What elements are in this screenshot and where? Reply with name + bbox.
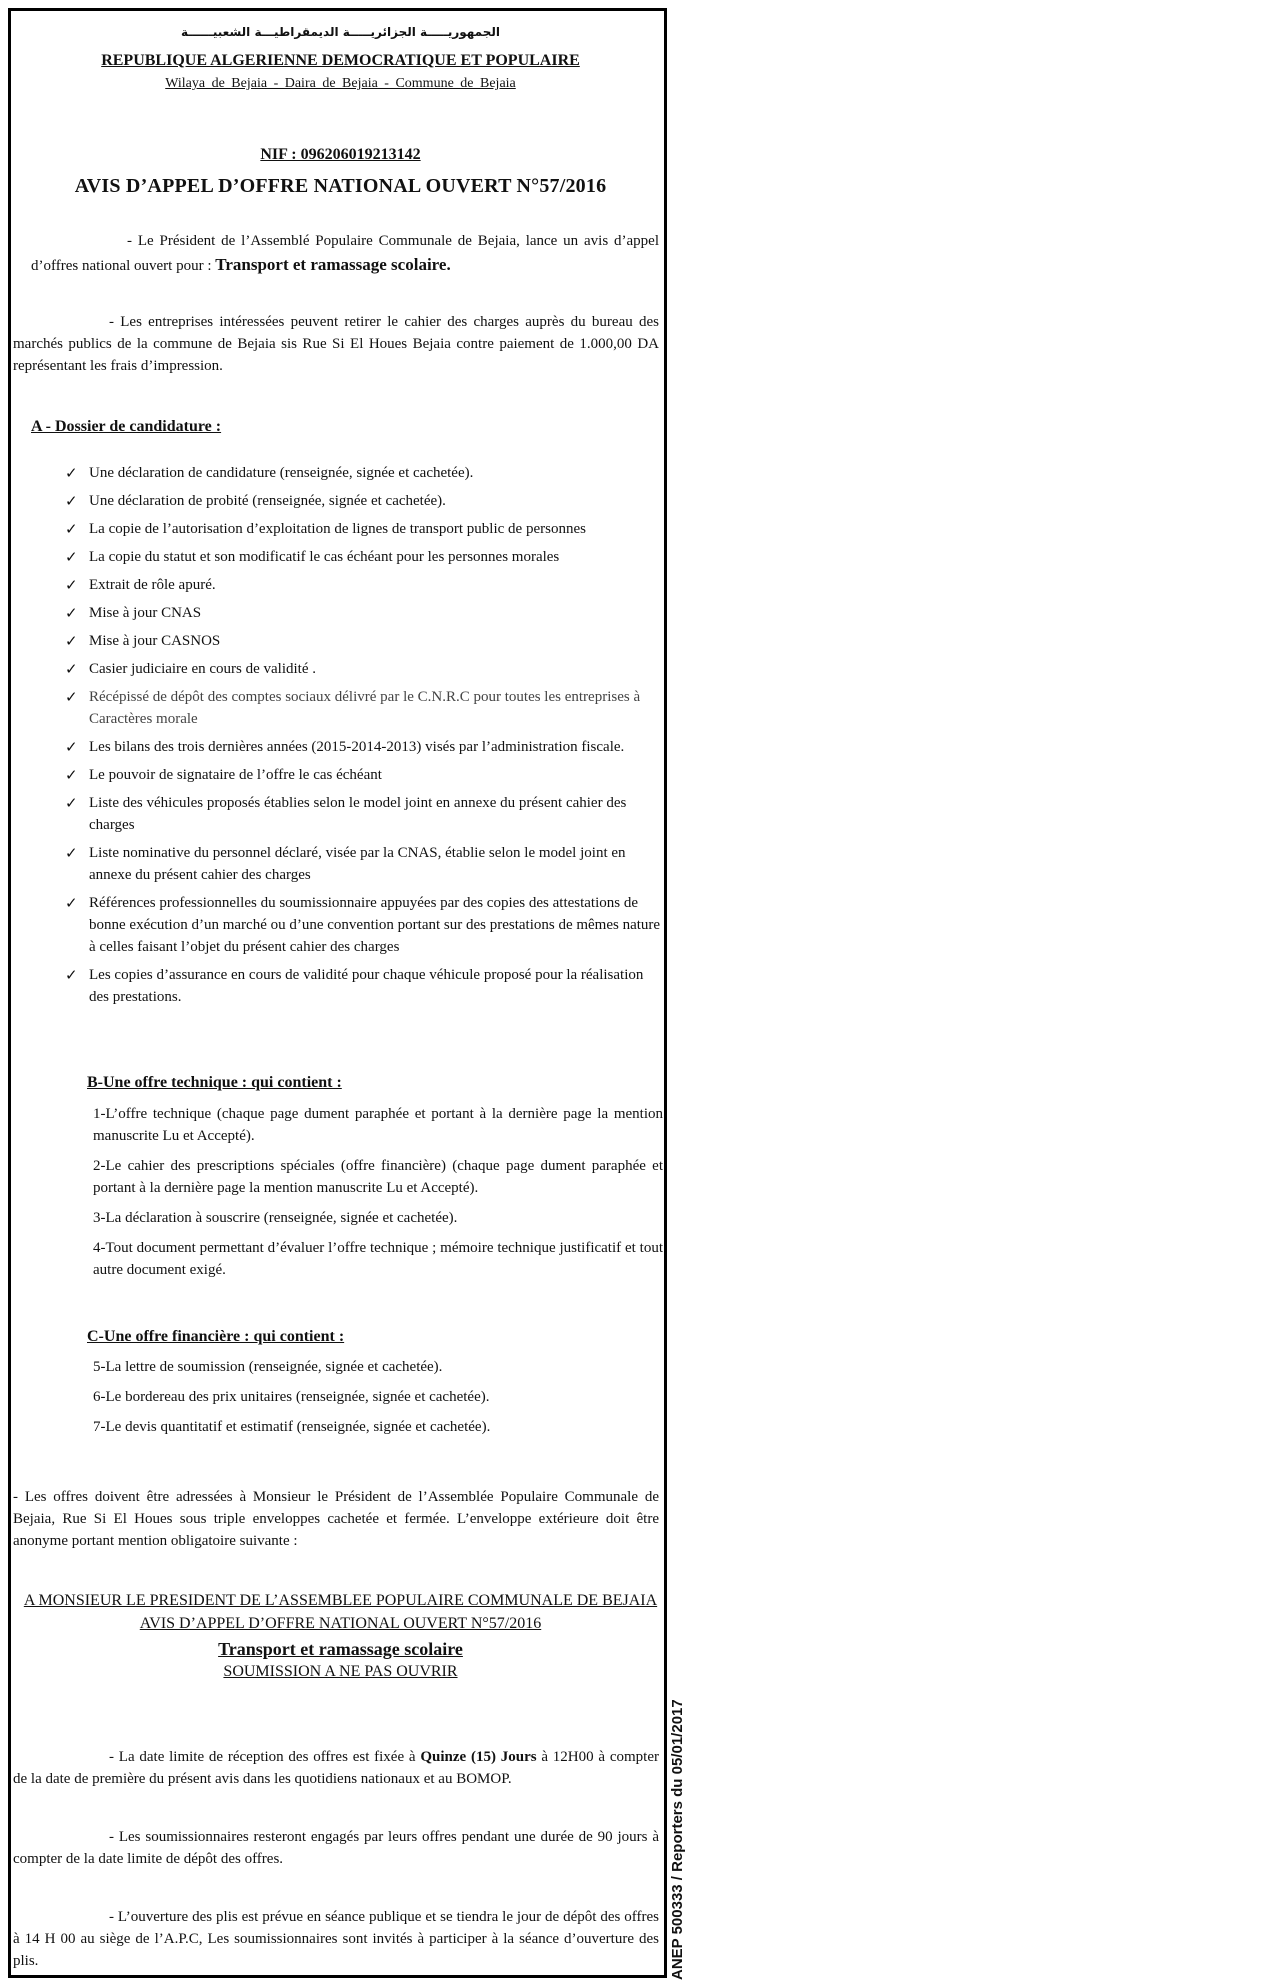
check-mark-icon: ✓ [65, 548, 78, 566]
arabic-republic-title: الجمهوريـــــة الجزائريـــــة الديمقراطيـــة الشعبيــــــة [181, 25, 500, 39]
list-item: 5-La lettre de soumission (renseignée, signée et cachetée). [93, 1359, 443, 1375]
check-mark-icon: ✓ [65, 688, 78, 706]
section-b-heading: B-Une offre technique : qui contient : [87, 1074, 342, 1091]
list-item: ✓ La copie de l’autorisation d’exploitation de lignes de transport public de personnes [65, 520, 586, 538]
nif-number: NIF : 096206019213142 [260, 146, 421, 163]
list-item: ✓ Une déclaration de probité (renseignée, signée et cachetée). [65, 492, 446, 510]
list-item: 3-La déclaration à souscrire (renseignée, signée et cachetée). [93, 1210, 458, 1226]
check-mark-icon: ✓ [65, 894, 78, 912]
check-mark-icon: ✓ [65, 738, 78, 756]
intro-paragraph [31, 229, 659, 278]
wilaya-line: Wilaya de Bejaia - Daira de Bejaia - Commune de Bejaia [165, 76, 516, 91]
republic-title: REPUBLIQUE ALGERIENNE DEMOCRATIQUE ET POPULAIRE [101, 52, 580, 69]
check-mark-icon: ✓ [65, 660, 78, 678]
list-item: ✓ Le pouvoir de signataire de l’offre le cas échéant [65, 766, 382, 784]
deadline-days: Quinze (15) Jours [420, 1749, 537, 1765]
envelope-subject: Transport et ramassage scolaire [218, 1639, 463, 1659]
opening-paragraph: - L’ouverture des plis est prévue en séance publique et se tiendra le jour de dépôt des offres à 14 H 00 au siège de l’A.P.C, Les soumissionnaires sont invités à participer à la séance d’ouverture des plis. [13, 1909, 659, 1969]
intro-subject: Transport et ramassage scolaire. [215, 255, 451, 274]
check-mark-icon: ✓ [65, 794, 78, 812]
notice-title: AVIS D’APPEL D’OFFRE NATIONAL OUVERT N°57/2016 [74, 175, 607, 197]
list-item: ✓ Liste nominative du personnel déclaré, visée par la CNAS, établie selon le model joint en annexe du présent cahier des charges [65, 844, 626, 883]
check-mark-icon: ✓ [65, 604, 78, 622]
list-item: ✓ Mise à jour CASNOS [65, 632, 221, 650]
list-item: ✓ Mise à jour CNAS [65, 604, 202, 622]
section-a-heading: A - Dossier de candidature : [31, 418, 222, 435]
envelope-warning: SOUMISSION A NE PAS OUVRIR [223, 1663, 458, 1680]
list-item: ✓ Les bilans des trois dernières années (2015-2014-2013) visés par l’administration fiscale. [65, 738, 625, 756]
submission-paragraph: - Les offres doivent être adressées à Monsieur le Président de l’Assemblée Populaire Communale de Bejaia, Rue Si El Houes sous triple enveloppes cachetée et fermée. L’enveloppe extérieure doit être anonyme portant mention obligatoire suivante : [13, 1489, 659, 1549]
publication-reference [666, 1690, 688, 1980]
specifications-paragraph: - Les entreprises intéressées peuvent retirer le cahier des charges auprès du bureau des marchés publics de la commune de Bejaia sis Rue Si El Houes Bejaia contre paiement de 1.000,00 DA représentant les frais d’impression. [13, 314, 659, 374]
technical-offer-list [93, 1103, 663, 1289]
envelope-addressee: A MONSIEUR LE PRESIDENT DE L’ASSEMBLEE POPULAIRE COMMUNALE DE BEJAIA [23, 1592, 658, 1609]
check-mark-icon: ✓ [65, 766, 78, 784]
list-item: 2-Le cahier des prescriptions spéciales (offre financière) (chaque page dument paraphée et portant à la dernière page la mention manuscrite Lu et Accepté). [93, 1158, 663, 1196]
list-item: ✓ Références professionnelles du soumissionnaire appuyées par des copies des attestations de bonne exécution d’un marché ou d’une convention portant sur des prestations de mêmes nature à celles faisant l’objet du présent cahier des charges [65, 894, 661, 955]
list-item: 6-Le bordereau des prix unitaires (renseignée, signée et cachetée). [93, 1389, 490, 1405]
intro-text: - Le Président de l’Assemblé Populaire Communale de Bejaia, lance un avis d’appel d’offres national ouvert pour : [31, 233, 659, 274]
tender-notice [8, 8, 667, 1978]
list-item: ✓ Une déclaration de candidature (renseignée, signée et cachetée). [65, 464, 474, 482]
list-item: ✓ Liste des véhicules proposés établies selon le model joint en annexe du présent cahier des charges [65, 794, 627, 833]
section-c-heading: C-Une offre financière : qui contient : [87, 1328, 345, 1345]
financial-offer-list [93, 1356, 663, 1446]
validity-paragraph: - Les soumissionnaires resteront engagés par leurs offres pendant une durée de 90 jours à compter de la date limite de dépôt des offres. [13, 1829, 659, 1867]
list-item: 7-Le devis quantitatif et estimatif (renseignée, signée et cachetée). [93, 1419, 491, 1435]
list-item: ✓ La copie du statut et son modificatif le cas échéant pour les personnes morales [65, 548, 560, 566]
list-item: ✓ Extrait de rôle apuré. [65, 576, 216, 594]
list-item: ✓ Récépissé de dépôt des comptes sociaux délivré par le C.N.R.C pour toutes les entreprises à Caractères morale [65, 688, 641, 727]
envelope-notice-ref: AVIS D’APPEL D’OFFRE NATIONAL OUVERT N°57/2016 [139, 1615, 542, 1632]
check-mark-icon: ✓ [65, 844, 78, 862]
check-mark-icon: ✓ [65, 464, 78, 482]
list-item: 4-Tout document permettant d’évaluer l’offre technique ; mémoire technique justificatif et tout autre document exigé. [93, 1240, 663, 1278]
list-item: 1-L’offre technique (chaque page dument paraphée et portant à la dernière page la mention manuscrite Lu et Accepté). [93, 1106, 663, 1144]
publication-reference-text: ANEP 500333 / Reporters du 05/01/2017 [669, 1699, 686, 1980]
list-item: ✓ Casier judiciaire en cours de validité . [65, 660, 316, 678]
check-mark-icon: ✓ [65, 576, 78, 594]
deadline-paragraph [13, 1746, 659, 1790]
deadline-prefix: - La date limite de réception des offres est fixée à [109, 1749, 421, 1765]
deadline-suffix: à 12H00 à compter de la date de première du présent avis dans les quotidiens nationaux et au BOMOP. [13, 1749, 659, 1787]
candidature-checklist [65, 462, 665, 1014]
check-mark-icon: ✓ [65, 492, 78, 510]
list-item: ✓ Les copies d’assurance en cours de validité pour chaque véhicule proposé pour la réalisation des prestations. [65, 966, 644, 1005]
check-mark-icon: ✓ [65, 632, 78, 650]
check-mark-icon: ✓ [65, 520, 78, 538]
check-mark-icon: ✓ [65, 966, 78, 984]
